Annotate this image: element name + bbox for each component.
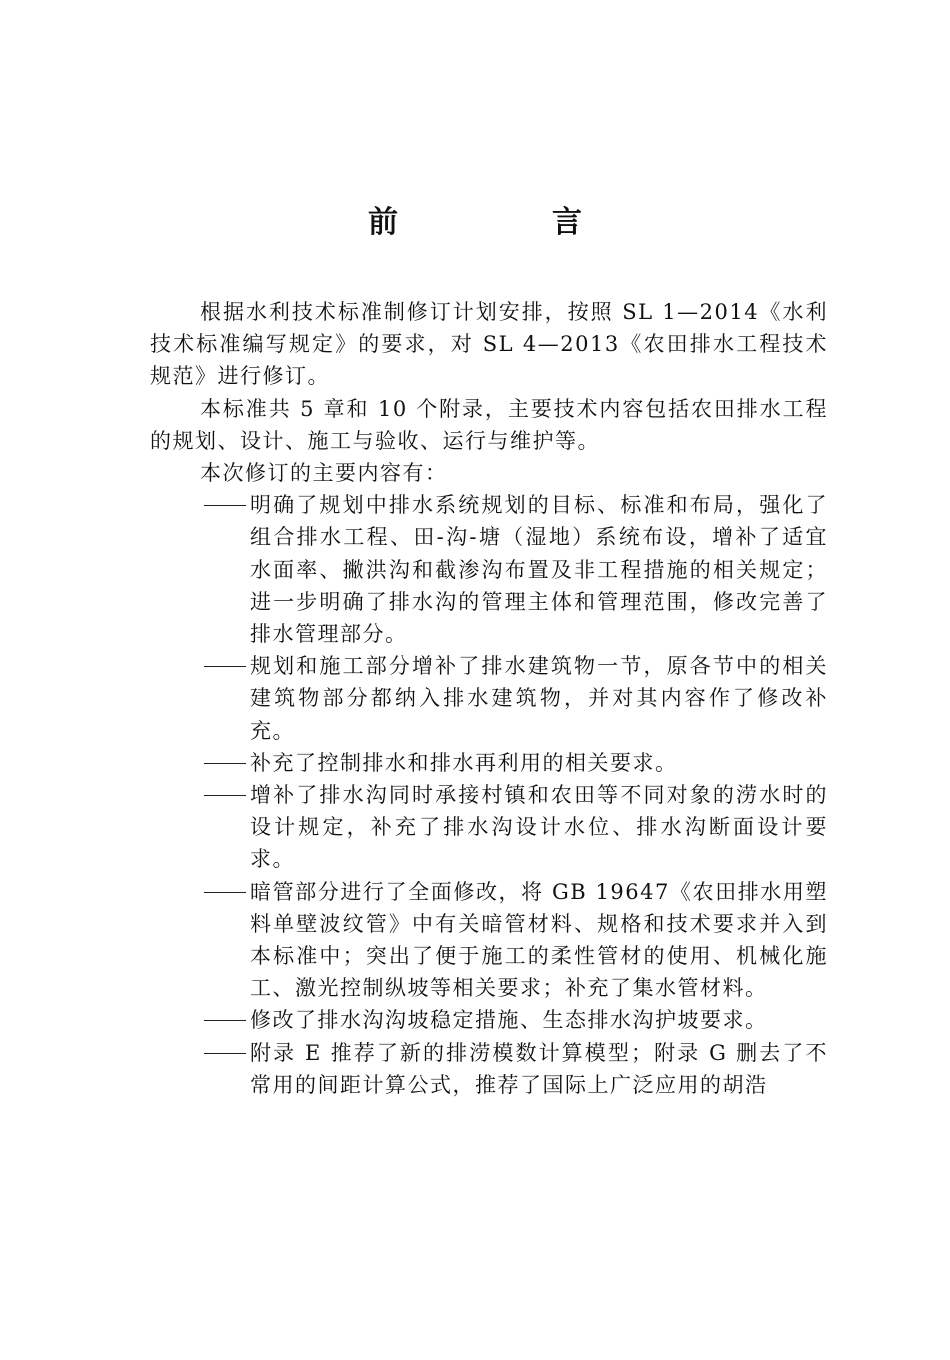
list-item-text: 规划和施工部分增补了排水建筑物一节，原各节中的相关建筑物部分都纳入排水建筑物，并对其内容作了修改补充。: [250, 654, 828, 743]
list-item-text: 附录 E 推荐了新的排涝模数计算模型；附录 G 删去了不常用的间距计算公式，推荐了国际上广泛应用的胡浩: [250, 1040, 828, 1097]
em-dash-marker: [202, 747, 250, 779]
list-item-text: 暗管部分进行了全面修改，将 GB 19647《农田排水用塑料单壁波纹管》中有关暗管材料、规格和技术要求并入到本标准中；突出了便于施工的柔性管材的使用、机械化施工、激光控制纵坡等相关要求；补充了集水管材料。: [250, 879, 828, 1001]
paragraph-revision-basis: 根据水利技术标准制修订计划安排，按照 SL 1—2014《水利技术标准编写规定》的要求，对 SL 4—2013《农田排水工程技术规范》进行修订。: [150, 300, 828, 389]
list-item-text: 明确了规划中排水系统规划的目标、标准和布局，强化了组合排水工程、田-沟-塘（湿地）系统布设，增补了适宜水面率、撇洪沟和截渗沟布置及非工程措施的相关规定；进一步明确了排水沟的管理主体和管理范围，修改完善了排水管理部分。: [250, 493, 828, 647]
paragraph-standard-scope: 本标准共 5 章和 10 个附录，主要技术内容包括农田排水工程的规划、设计、施工与验收、运行与维护等。: [150, 396, 828, 453]
em-dash-marker: [202, 876, 250, 908]
list-item: [150, 876, 828, 1005]
list-item: [150, 747, 828, 779]
em-dash-marker: [202, 489, 250, 521]
list-item: [150, 1004, 828, 1036]
em-dash-marker: [202, 1004, 250, 1036]
page-title: 前 言: [368, 205, 644, 240]
em-dash-marker: [202, 779, 250, 811]
list-item: [150, 779, 828, 876]
list-item: [150, 650, 828, 747]
list-item-text: 增补了排水沟同时承接村镇和农田等不同对象的涝水时的设计规定，补充了排水沟设计水位、排水沟断面设计要求。: [250, 783, 828, 872]
list-item: [150, 489, 828, 650]
paragraph-revision-intro: 本次修订的主要内容有：: [200, 461, 448, 486]
foreword-body: [150, 296, 828, 1101]
list-item: [150, 1037, 828, 1101]
list-item-text: 修改了排水沟沟坡稳定措施、生态排水沟护坡要求。: [250, 1008, 768, 1033]
em-dash-marker: [202, 650, 250, 682]
list-item-text: 补充了控制排水和排水再利用的相关要求。: [250, 750, 678, 775]
em-dash-marker: [202, 1037, 250, 1069]
